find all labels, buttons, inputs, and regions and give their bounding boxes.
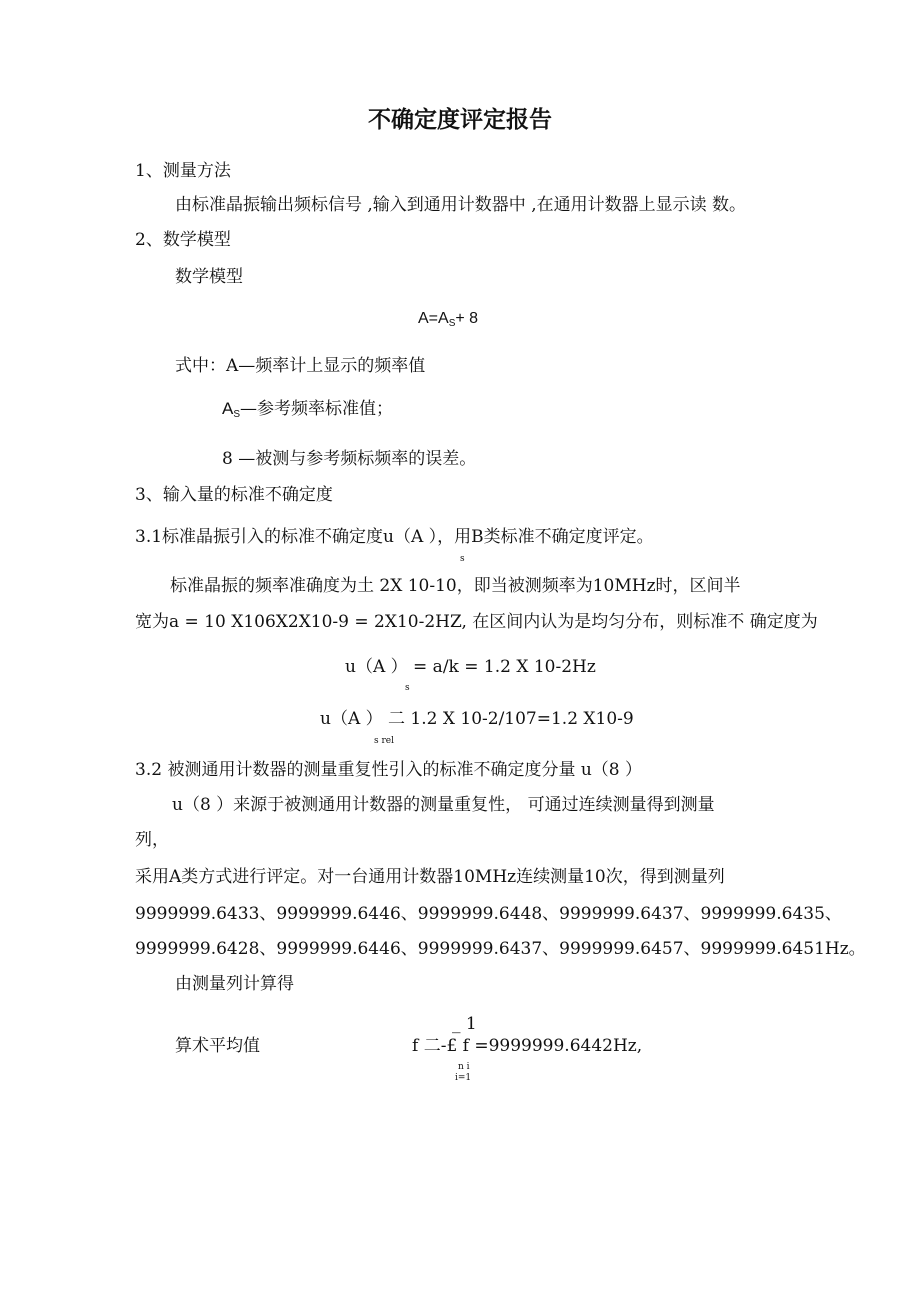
measurement-data-line-2: 9999999.6428、9999999.6446、9999999.6437、9999999.6457、9999999.6451Hz。 [135,939,866,959]
section-1-body: 由标准晶振输出频标信号 ,输入到通用计数器中 ,在通用计数器上显示读 数。 [175,195,747,215]
section-3-2-para-2: 采用A类方式进行评定。对一台通用计数器10MHz连续测量10次，得到测量列 [135,867,725,887]
section-1-heading: 1、测量方法 [135,161,231,181]
model-formula [418,311,478,329]
where-as-rest: —参考频率标准值； [240,399,394,419]
model-label: 数学模型 [175,267,243,287]
equation-u-as: u（A ） = a/k = 1.2 X 10-2Hz [345,657,596,677]
mean-formula-sub-n: n i [458,1062,470,1072]
equation-u-as-rel-sub: s rel [374,736,394,746]
section-3-2-para-1: u（8 ）来源于被测通用计数器的测量重复性， 可通过连续测量得到测量 [172,795,715,815]
where-as-sub: S [233,409,241,420]
formula-left: A=A [418,310,449,327]
mean-label: 算术平均值 [175,1036,260,1056]
mean-formula-over: _ 1 [452,1014,477,1034]
where-a: 式中：A—频率计上显示的频率值 [175,356,426,376]
equation-u-as-sub: s [405,683,410,693]
measurement-data-line-1: 9999999.6433、9999999.6446、9999999.6448、9999999.6437、9999999.6435、 [135,904,842,924]
equation-u-as-rel: u（A ） 二 1.2 X 10-2/107=1.2 X10-9 [320,709,634,729]
section-3-2-para-1-cont: 列， [135,830,169,850]
page-title: 不确定度评定报告 [368,106,552,133]
section-3-1-para-2: 宽为a = 10 X106X2X10-9 = 2X10-2HZ, 在区间内认为是均匀分布，则标准不 确定度为 [135,612,818,632]
section-3-2-heading: 3.2 被测通用计数器的测量重复性引入的标准不确定度分量 u（8 ） [135,760,643,780]
formula-sub: S [448,318,456,329]
where-delta: 8 —被测与参考频标频率的误差。 [222,449,477,469]
calc-intro: 由测量列计算得 [175,974,294,994]
mean-formula: f 二-£ f =9999999.6442Hz, [412,1036,643,1056]
section-3-heading: 3、输入量的标准不确定度 [135,485,333,505]
section-3-1-para-1: 标准晶振的频率准确度为土 2X 10-10，即当被测频率为10MHz时，区间半 [170,576,741,596]
section-3-1-heading-sub: s [460,554,465,564]
formula-right: + 8 [455,310,479,327]
where-as-main: A [222,399,234,418]
where-as [222,400,393,420]
section-3-1-heading: 3.1标准晶振引入的标准不确定度u（A ），用B类标准不确定度评定。 [135,527,654,547]
mean-formula-sub-i: i=1 [455,1073,472,1083]
section-2-heading: 2、数学模型 [135,230,231,250]
